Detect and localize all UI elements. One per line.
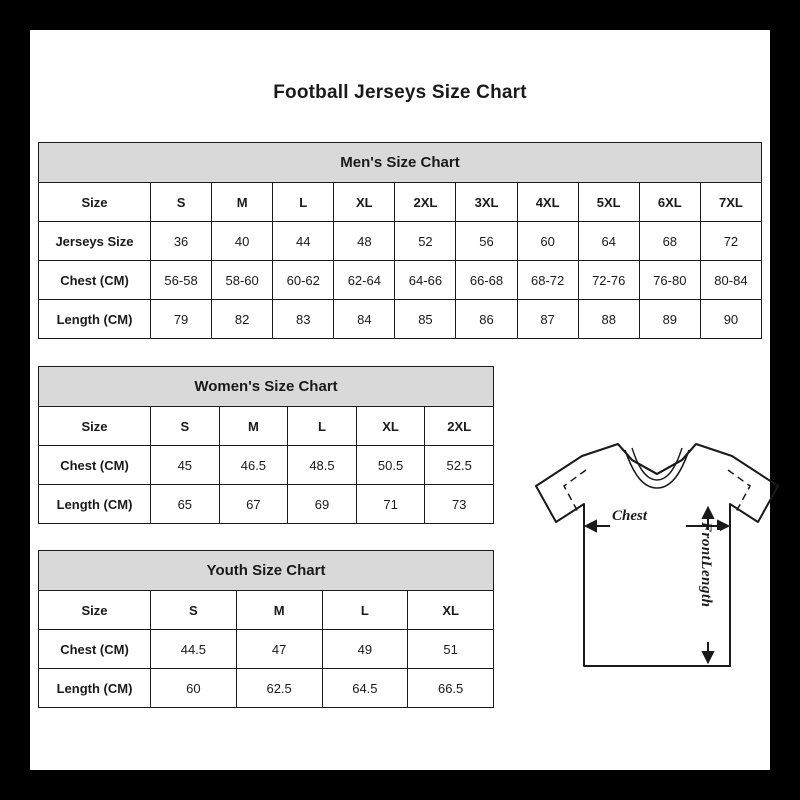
front-length-measurement-label: FrontLength <box>698 522 714 608</box>
mens-table-caption: Men's Size Chart <box>38 142 762 182</box>
table-row <box>39 630 494 669</box>
column-header: L <box>322 591 408 630</box>
table-header-row <box>39 183 762 222</box>
mens-size-table <box>38 142 762 339</box>
table-cell: 62.5 <box>236 669 322 708</box>
table-cell: 60-62 <box>273 261 334 300</box>
womens-size-table <box>38 366 494 524</box>
table-cell: 56-58 <box>151 261 212 300</box>
column-header: XL <box>334 183 395 222</box>
column-header: 3XL <box>456 183 517 222</box>
row-header: Chest (CM) <box>39 446 151 485</box>
table-row <box>39 261 762 300</box>
table-cell: 65 <box>151 485 220 524</box>
table-header-row <box>39 591 494 630</box>
column-header: Size <box>39 591 151 630</box>
table-cell: 46.5 <box>219 446 288 485</box>
table-cell: 85 <box>395 300 456 339</box>
row-header: Jerseys Size <box>39 222 151 261</box>
table-cell: 48.5 <box>288 446 357 485</box>
table-cell: 66.5 <box>408 669 494 708</box>
table-cell: 44.5 <box>151 630 237 669</box>
table-cell: 86 <box>456 300 517 339</box>
table-cell: 72 <box>700 222 761 261</box>
table-cell: 51 <box>408 630 494 669</box>
table-row <box>39 485 494 524</box>
table-cell: 52 <box>395 222 456 261</box>
column-header: 2XL <box>395 183 456 222</box>
row-header: Length (CM) <box>39 300 151 339</box>
column-header: 4XL <box>517 183 578 222</box>
table-cell: 36 <box>151 222 212 261</box>
table-row <box>39 446 494 485</box>
table-cell: 82 <box>212 300 273 339</box>
table-cell: 89 <box>639 300 700 339</box>
chest-measurement-label: Chest <box>612 508 648 524</box>
table-cell: 60 <box>151 669 237 708</box>
table-cell: 40 <box>212 222 273 261</box>
table-cell: 76-80 <box>639 261 700 300</box>
table-cell: 87 <box>517 300 578 339</box>
column-header: S <box>151 591 237 630</box>
row-header: Length (CM) <box>39 669 151 708</box>
table-cell: 64 <box>578 222 639 261</box>
column-header: 7XL <box>700 183 761 222</box>
table-cell: 69 <box>288 485 357 524</box>
column-header: M <box>236 591 322 630</box>
youth-table-caption: Youth Size Chart <box>38 550 494 590</box>
table-cell: 88 <box>578 300 639 339</box>
row-header: Chest (CM) <box>39 261 151 300</box>
table-cell: 47 <box>236 630 322 669</box>
table-cell: 49 <box>322 630 408 669</box>
table-cell: 64.5 <box>322 669 408 708</box>
table-cell: 72-76 <box>578 261 639 300</box>
table-cell: 68-72 <box>517 261 578 300</box>
table-cell: 66-68 <box>456 261 517 300</box>
table-cell: 71 <box>356 485 425 524</box>
table-header-row <box>39 407 494 446</box>
table-cell: 48 <box>334 222 395 261</box>
table-cell: 68 <box>639 222 700 261</box>
column-header: L <box>288 407 357 446</box>
table-cell: 52.5 <box>425 446 494 485</box>
table-row <box>39 222 762 261</box>
table-cell: 73 <box>425 485 494 524</box>
table-cell: 64-66 <box>395 261 456 300</box>
column-header: 5XL <box>578 183 639 222</box>
table-cell: 67 <box>219 485 288 524</box>
table-row <box>39 300 762 339</box>
size-chart-page <box>30 30 770 770</box>
table-cell: 58-60 <box>212 261 273 300</box>
column-header: XL <box>356 407 425 446</box>
youth-size-table <box>38 550 494 708</box>
jersey-illustration <box>522 430 792 720</box>
table-row <box>39 669 494 708</box>
table-cell: 83 <box>273 300 334 339</box>
column-header: S <box>151 183 212 222</box>
table-cell: 80-84 <box>700 261 761 300</box>
row-header: Length (CM) <box>39 485 151 524</box>
column-header: Size <box>39 407 151 446</box>
table-cell: 90 <box>700 300 761 339</box>
womens-table-caption: Women's Size Chart <box>38 366 494 406</box>
row-header: Chest (CM) <box>39 630 151 669</box>
page-title: Football Jerseys Size Chart <box>273 82 527 103</box>
jersey-measurement-diagram <box>522 430 792 720</box>
column-header: M <box>212 183 273 222</box>
table-cell: 56 <box>456 222 517 261</box>
table-cell: 45 <box>151 446 220 485</box>
column-header: L <box>273 183 334 222</box>
column-header: M <box>219 407 288 446</box>
table-cell: 62-64 <box>334 261 395 300</box>
column-header: 6XL <box>639 183 700 222</box>
table-cell: 84 <box>334 300 395 339</box>
column-header: XL <box>408 591 494 630</box>
table-cell: 44 <box>273 222 334 261</box>
column-header: Size <box>39 183 151 222</box>
table-cell: 60 <box>517 222 578 261</box>
column-header: S <box>151 407 220 446</box>
column-header: 2XL <box>425 407 494 446</box>
table-cell: 50.5 <box>356 446 425 485</box>
table-cell: 79 <box>151 300 212 339</box>
